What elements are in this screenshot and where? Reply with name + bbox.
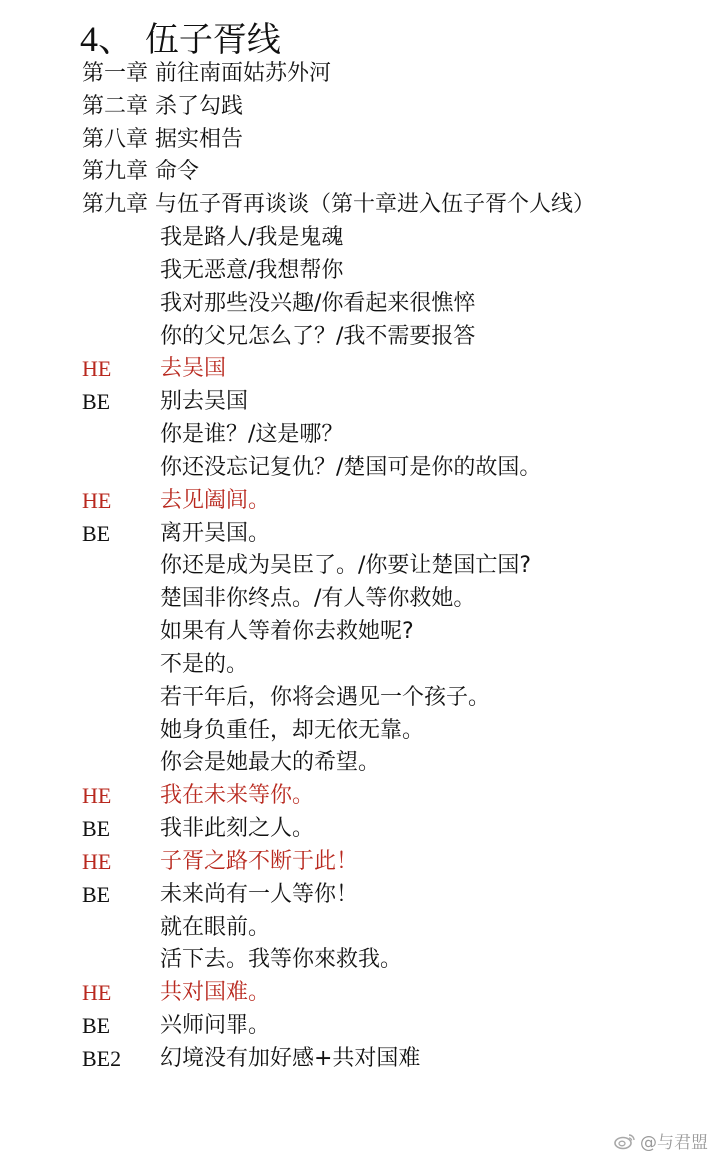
chapter-row — [0, 91, 720, 124]
chapter-row — [0, 58, 720, 91]
choice-text: 共对国难。 — [160, 980, 271, 1006]
choice-text: 你会是她最大的希望。 — [160, 750, 381, 776]
choice-row — [0, 288, 720, 321]
chapter-text: 第一章 前往南面姑苏外河 — [82, 61, 331, 86]
choice-text: 去见阖闾。 — [160, 487, 271, 513]
choice-row — [0, 846, 720, 879]
choice-row — [0, 518, 720, 551]
choice-row — [0, 583, 720, 616]
choice-row — [0, 255, 720, 288]
ending-tag: HE — [82, 848, 112, 874]
page-title — [80, 16, 281, 63]
choice-text: 你还是成为吴臣了。/你要让楚国亡国? — [160, 553, 532, 579]
choice-row — [0, 1010, 720, 1043]
ending-tag: HE — [82, 783, 112, 809]
ending-tag: BE — [82, 520, 111, 546]
title-number: 4、 — [80, 19, 135, 59]
choice-row — [0, 649, 720, 682]
choice-row — [0, 386, 720, 419]
choice-text: 兴师问罪。 — [160, 1013, 271, 1039]
choice-row — [0, 879, 720, 912]
ending-tag: BE — [82, 1013, 111, 1039]
ending-tag: BE — [82, 881, 111, 907]
choice-text: 活下去。我等你來救我。 — [160, 947, 403, 973]
ending-tag: HE — [82, 487, 112, 513]
ending-tag: HE — [82, 356, 112, 382]
choice-text: 若干年后，你将会遇见一个孩子。 — [160, 684, 491, 710]
choice-row — [0, 222, 720, 255]
ending-tag: BE2 — [82, 1045, 122, 1071]
choice-text: 去吴国 — [160, 356, 227, 382]
choice-row — [0, 944, 720, 977]
chapter-row — [0, 124, 720, 157]
choice-row — [0, 715, 720, 748]
ending-tag: HE — [82, 980, 112, 1006]
chapter-row — [0, 189, 720, 222]
choice-text: 幻境没有加好感+共对国难 — [160, 1045, 421, 1071]
choice-row — [0, 977, 720, 1010]
choice-row — [0, 353, 720, 386]
choice-text: 我非此刻之人。 — [160, 816, 315, 842]
choice-row — [0, 321, 720, 354]
choice-text: 你还没忘记复仇？/楚国可是你的故国。 — [160, 454, 542, 480]
ending-tag: BE — [82, 816, 111, 842]
choice-text: 楚国非你终点。/有人等你救她。 — [160, 586, 476, 612]
choice-text: 我无恶意/我想帮你 — [160, 257, 344, 283]
choice-row — [0, 780, 720, 813]
choice-row — [0, 682, 720, 715]
choice-text: 不是的。 — [160, 651, 249, 677]
choice-row — [0, 616, 720, 649]
choice-text: 就在眼前。 — [160, 914, 271, 940]
choice-text: 你的父兄怎么了？/我不需要报答 — [160, 323, 476, 349]
choice-row — [0, 550, 720, 583]
choice-row — [0, 419, 720, 452]
chapter-text: 第二章 杀了勾践 — [82, 93, 243, 119]
chapter-row — [0, 156, 720, 189]
watermark-text: @与君盟 — [640, 1133, 708, 1153]
choice-text: 我是路人/我是鬼魂 — [160, 225, 344, 251]
choice-text: 我对那些没兴趣/你看起来很憔悴 — [160, 290, 476, 316]
choice-text: 她身负重任，却无依无靠。 — [160, 717, 425, 743]
choice-text: 你是谁？/这是哪？ — [160, 422, 344, 448]
ending-tag: BE — [82, 389, 111, 415]
choice-row — [0, 1043, 720, 1076]
choice-text: 我在未来等你。 — [160, 783, 315, 809]
weibo-icon — [614, 1132, 636, 1150]
chapter-text: 第九章 命令 — [82, 159, 199, 185]
chapter-text: 第九章 与伍子胥再谈谈（第十章进入伍子胥个人线） — [82, 192, 595, 218]
title-text: 伍子胥线 — [144, 20, 281, 60]
choice-text: 别去吴国 — [160, 389, 249, 415]
choice-text: 子胥之路不断于此！ — [160, 848, 359, 874]
choice-text: 未来尚有一人等你！ — [160, 881, 359, 907]
choice-row — [0, 452, 720, 485]
choice-row — [0, 747, 720, 780]
chapter-text: 第八章 据实相告 — [82, 126, 243, 152]
choice-text: 如果有人等着你去救她呢? — [160, 619, 414, 645]
choice-row — [0, 813, 720, 846]
choice-text: 离开吴国。 — [160, 520, 271, 546]
choice-row — [0, 485, 720, 518]
route-list — [0, 58, 720, 1076]
choice-row — [0, 912, 720, 945]
watermark — [614, 1128, 708, 1153]
